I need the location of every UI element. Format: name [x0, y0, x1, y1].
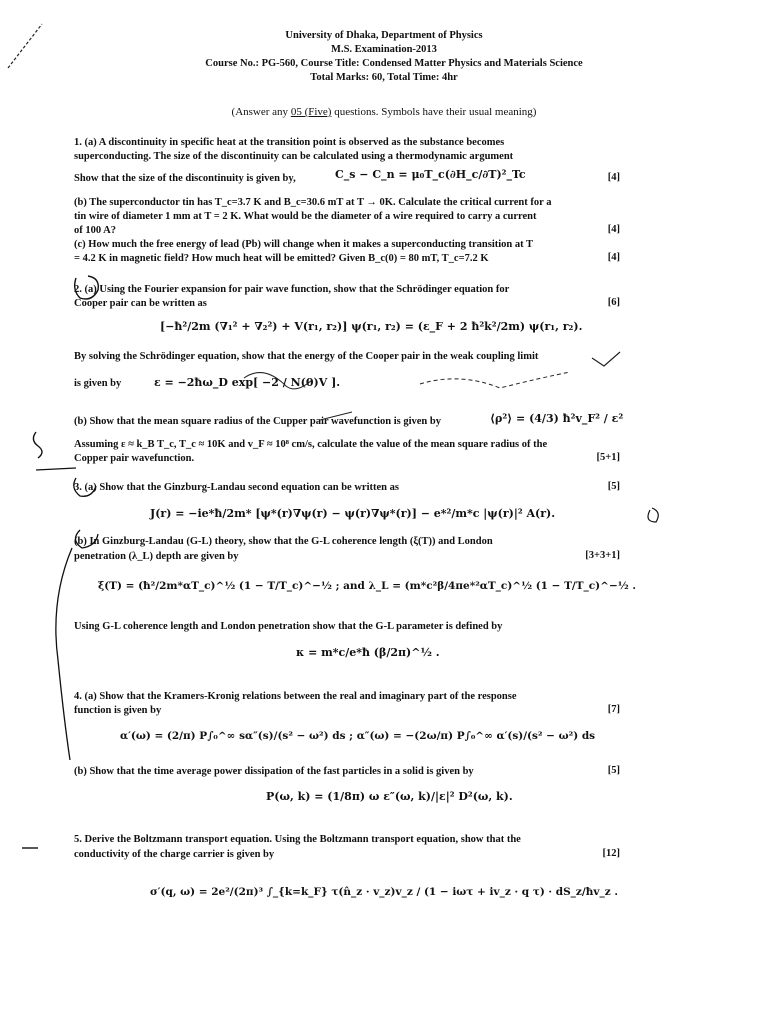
q1a-equation: C_s − C_n = μ₀T_c(∂H_c/∂T)²_Tc	[335, 168, 526, 181]
q2a-line3: By solving the Schrödinger equation, show that the energy of the Cooper pair in the weak coupling limit	[74, 351, 539, 362]
q1a-marks: [4]	[607, 172, 620, 183]
q2b-line1: (b) Show that the mean square radius of the Cupper pair wavefunction is given by	[74, 416, 441, 427]
q3b-marks: [3+3+1]	[585, 550, 620, 561]
q3b-line1: (b) In Ginzburg-Landau (G-L) theory, show that the G-L coherence length (ξ(T)) and London	[74, 536, 493, 547]
q3b-equation2: κ = m*c/e*ħ (β/2π)^½ .	[296, 646, 440, 659]
q2b-marks: [5+1]	[596, 452, 620, 463]
instruction-prefix: (Answer any	[231, 106, 291, 118]
q2b-line2: Assuming ε ≈ k_B T_c, T_c ≈ 10K and v_F ≈ 10⁸ cm/s, calculate the value of the mean square radius of the	[74, 439, 548, 450]
university-title: University of Dhaka, Department of Physics	[285, 30, 483, 41]
instruction-suffix: questions. Symbols have their usual meaning)	[331, 106, 537, 118]
q1b-line1: (b) The superconductor tin has T_c=3.7 K and B_c=30.6 mT at T → 0K. Calculate the critical current for a	[74, 197, 552, 208]
q2a-equation2: ε = −2ħω_D exp[ −2 / N(0)V ].	[154, 376, 341, 389]
q4b-line: (b) Show that the time average power dissipation of the fast particles in a solid is given by	[74, 766, 474, 777]
q1c-line1: (c) How much the free energy of lead (Pb) will change when it makes a superconducting transition at T	[74, 239, 534, 250]
q2b-equation: ⟨ρ²⟩ = (4/3) ħ²v_F² / ε²	[490, 412, 624, 425]
q2a-equation: [−ħ²/2m (∇₁² + ∇₂²) + V(r₁, r₂)] ψ(r₁, r₂) = (ε_F + 2 ħ²k²/2m) ψ(r₁, r₂).	[160, 320, 583, 333]
marks-time-line: Total Marks: 60, Total Time: 4hr	[310, 72, 458, 83]
q3b-line3: Using G-L coherence length and London penetration show that the G-L parameter is defined by	[74, 621, 503, 632]
instruction-count: 05 (Five)	[290, 106, 332, 118]
q3a-line: 3. (a) Show that the Ginzburg-Landau second equation can be written as	[74, 482, 399, 493]
q1c-line2: = 4.2 K in magnetic field? How much heat will be emitted? Given B_c(0) = 80 mT, T_c=7.2 K	[74, 253, 489, 264]
q5-marks: [12]	[602, 848, 620, 859]
q2a-line1: 2. (a) Using the Fourier expansion for pair wave function, show that the Schrödinger equation for	[74, 284, 510, 295]
q1a-line3: Show that the size of the discontinuity is given by,	[74, 173, 296, 184]
q1b-marks: [4]	[607, 224, 620, 235]
q2a-line4: is given by	[74, 378, 122, 389]
q4a-marks: [7]	[607, 704, 620, 715]
q5-equation: σ′(q, ω) = 2e²/(2π)³ ∫_{k=k_F} τ(n̂_z · v_z)v_z / (1 − iωτ + iv_z · q τ) · dS_z/ħv_z .	[150, 886, 618, 898]
exam-title: M.S. Examination-2013	[331, 44, 437, 55]
q1b-line2: tin wire of diameter 1 mm at T = 2 K. What would be the diameter of a wire required to carry a current	[74, 211, 537, 222]
q3a-marks: [5]	[607, 481, 620, 492]
q5-line1: 5. Derive the Boltzmann transport equation. Using the Boltzmann transport equation, show that the	[74, 834, 521, 845]
q2a-line2: Cooper pair can be written as	[74, 298, 207, 309]
q2b-line3: Copper pair wavefunction.	[74, 453, 195, 464]
q4a-equation: α′(ω) = (2/π) P∫₀^∞ sα″(s)/(s² − ω²) ds ; α″(ω) = −(2ω/π) P∫₀^∞ α′(s)/(s² − ω²) ds	[120, 730, 596, 742]
q2a-marks: [6]	[607, 297, 620, 308]
q1a-line2: superconducting. The size of the discontinuity can be calculated using a thermodynamic argument	[74, 151, 514, 162]
q3b-equation: ξ(T) = (ħ²/2m*αT_c)^½ (1 − T/T_c)^−½ ; and λ_L = (m*c²β/4πe*²αT_c)^½ (1 − T/T_c)^−½ .	[98, 580, 637, 592]
course-line: Course No.: PG-560, Course Title: Condensed Matter Physics and Materials Science	[205, 58, 583, 69]
q3b-line2: penetration (λ_L) depth are given by	[74, 551, 239, 562]
q1b-line3: of 100 A?	[74, 225, 116, 236]
q1a-line1: 1. (a) A discontinuity in specific heat at the transition point is observed as the substance becomes	[74, 137, 505, 148]
q3a-equation: J(r) = −ie*ħ/2m* [ψ*(r)∇ψ(r) − ψ(r)∇ψ*(r)] − e*²/m*c |ψ(r)|² A(r).	[150, 507, 556, 520]
q4b-equation: P(ω, k) = (1/8π) ω ε″(ω, k)/|ε|² D²(ω, k).	[266, 790, 513, 803]
q4b-marks: [5]	[607, 765, 620, 776]
q1c-marks: [4]	[607, 252, 620, 263]
q4a-line1: 4. (a) Show that the Kramers-Kronig relations between the real and imaginary part of the response	[74, 691, 517, 702]
q5-line2: conductivity of the charge carrier is given by	[74, 849, 275, 860]
q4a-line2: function is given by	[74, 705, 162, 716]
